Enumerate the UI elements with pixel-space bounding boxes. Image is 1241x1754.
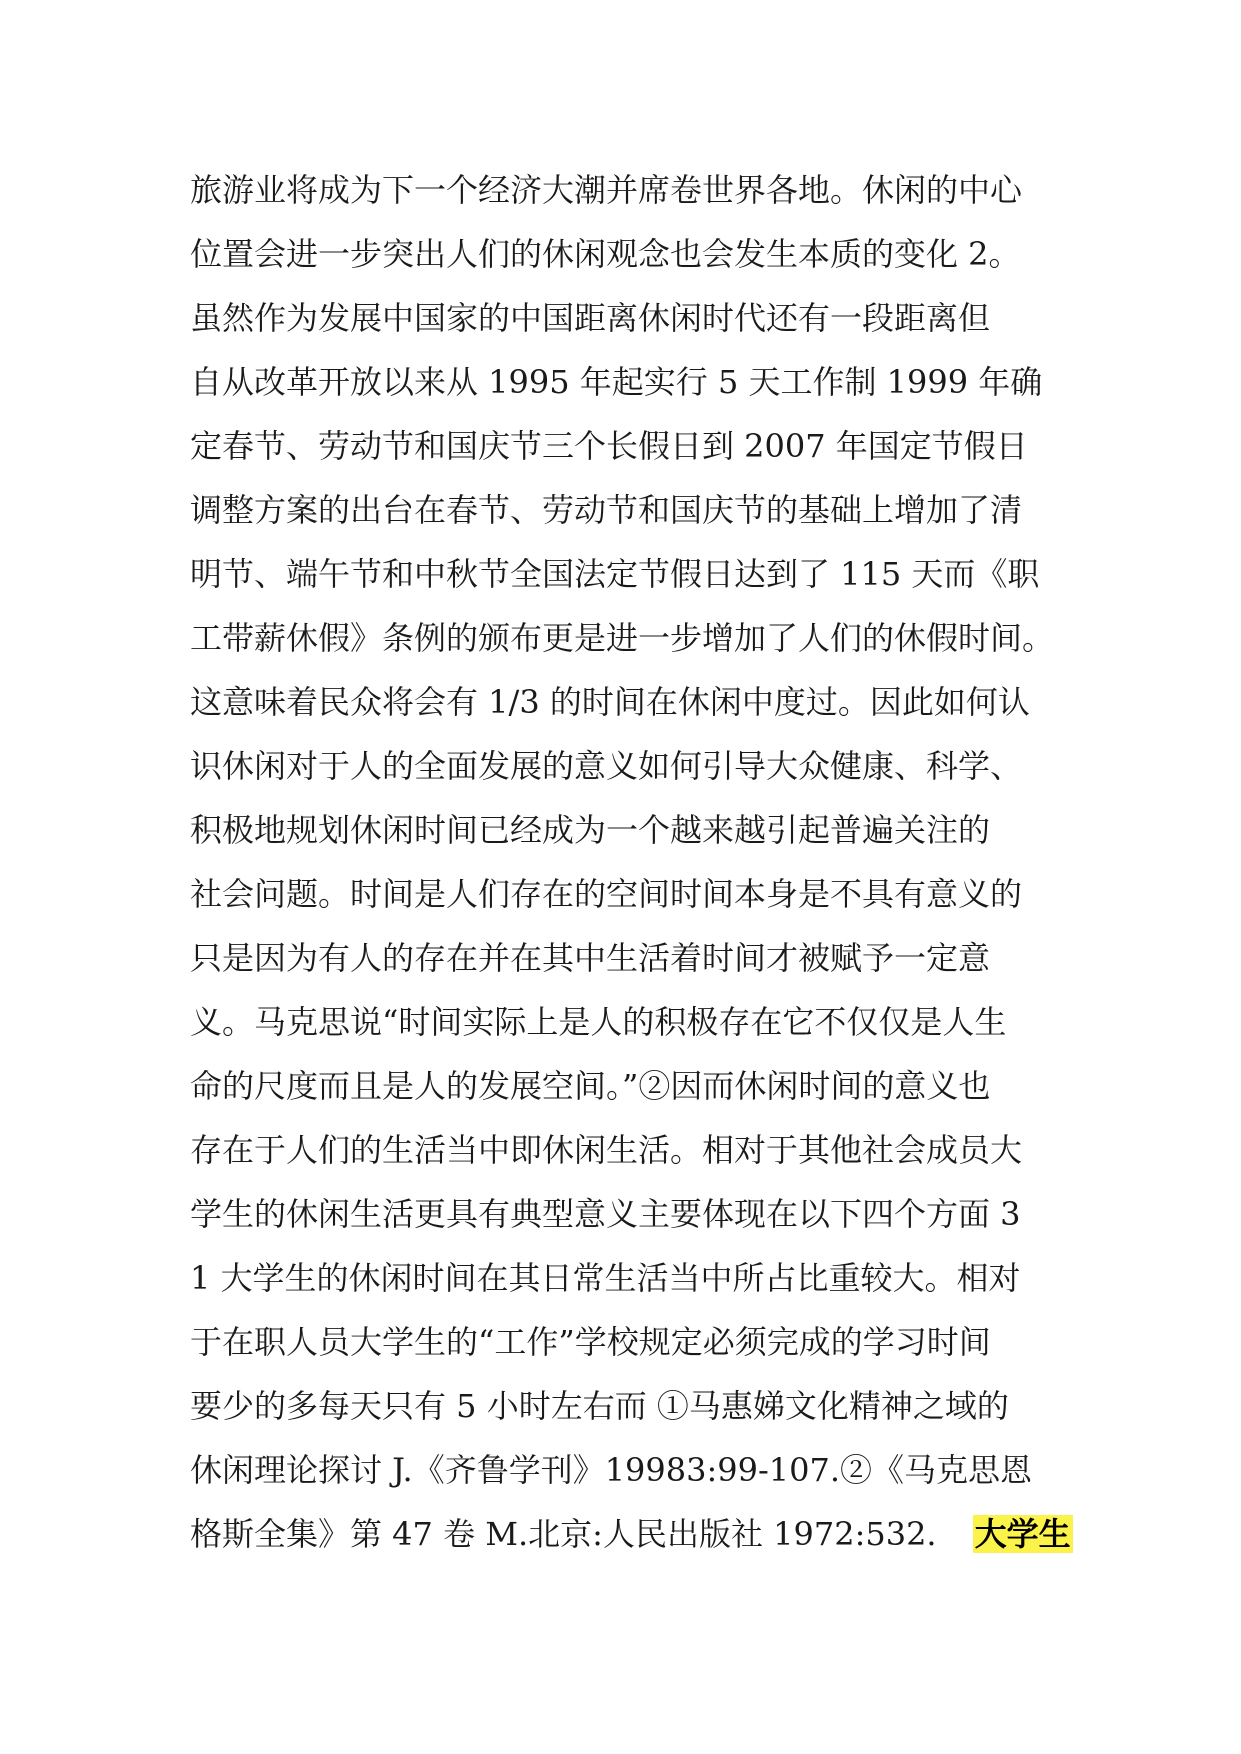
text-line: 1 大学生的休闲时间在其日常生活当中所占比重较大。相对 — [190, 1259, 1021, 1297]
text-line: 休闲理论探讨 J.《齐鲁学刊》19983:99-107.②《马克思恩 — [190, 1451, 1033, 1489]
text-line: 位置会进一步突出人们的休闲观念也会发生本质的变化 2。 — [190, 235, 1021, 273]
text-line: 明节、端午节和中秋节全国法定节假日达到了 115 天而《职 — [190, 555, 1040, 593]
text-line: 义。马克思说“时间实际上是人的积极存在它不仅仅是人生 — [190, 1003, 1007, 1041]
text-line: 社会问题。时间是人们存在的空间时间本身是不具有意义的 — [190, 875, 1023, 913]
text-line: 定春节、劳动节和国庆节三个长假日到 2007 年国定节假日 — [190, 427, 1028, 465]
text-line: 识休闲对于人的全面发展的意义如何引导大众健康、科学、 — [190, 747, 1023, 785]
text-line: 存在于人们的生活当中即休闲生活。相对于其他社会成员大 — [190, 1131, 1023, 1169]
highlighted-heading: 大学生 — [974, 1515, 1071, 1553]
text-line: 调整方案的出台在春节、劳动节和国庆节的基础上增加了清 — [190, 491, 1023, 529]
last-line-text: 格斯全集》第 47 卷 M.北京:人民出版社 1972:532. — [190, 1515, 937, 1553]
text-line: 自从改革开放以来从 1995 年起实行 5 天工作制 1999 年确 — [190, 363, 1043, 401]
text-line: 命的尺度而且是人的发展空间。”②因而休闲时间的意义也 — [190, 1067, 991, 1105]
text-line: 这意味着民众将会有 1/3 的时间在休闲中度过。因此如何认 — [190, 683, 1030, 721]
text-line: 只是因为有人的存在并在其中生活着时间才被赋予一定意 — [190, 939, 991, 977]
body-text — [190, 158, 1090, 1566]
text-line: 工带薪休假》条例的颁布更是进一步增加了人们的休假时间。 — [190, 619, 1055, 657]
text-line: 旅游业将成为下一个经济大潮并席卷世界各地。休闲的中心 — [190, 171, 1023, 209]
last-text-line — [190, 1502, 1090, 1566]
text-line: 于在职人员大学生的“工作”学校规定必须完成的学习时间 — [190, 1323, 991, 1361]
text-line: 学生的休闲生活更具有典型意义主要体现在以下四个方面 3 — [190, 1195, 1021, 1233]
text-line: 要少的多每天只有 5 小时左右而 ①马惠娣文化精神之域的 — [190, 1387, 1009, 1425]
text-line: 虽然作为发展中国家的中国距离休闲时代还有一段距离但 — [190, 299, 991, 337]
text-line: 积极地规划休闲时间已经成为一个越来越引起普遍关注的 — [190, 811, 991, 849]
